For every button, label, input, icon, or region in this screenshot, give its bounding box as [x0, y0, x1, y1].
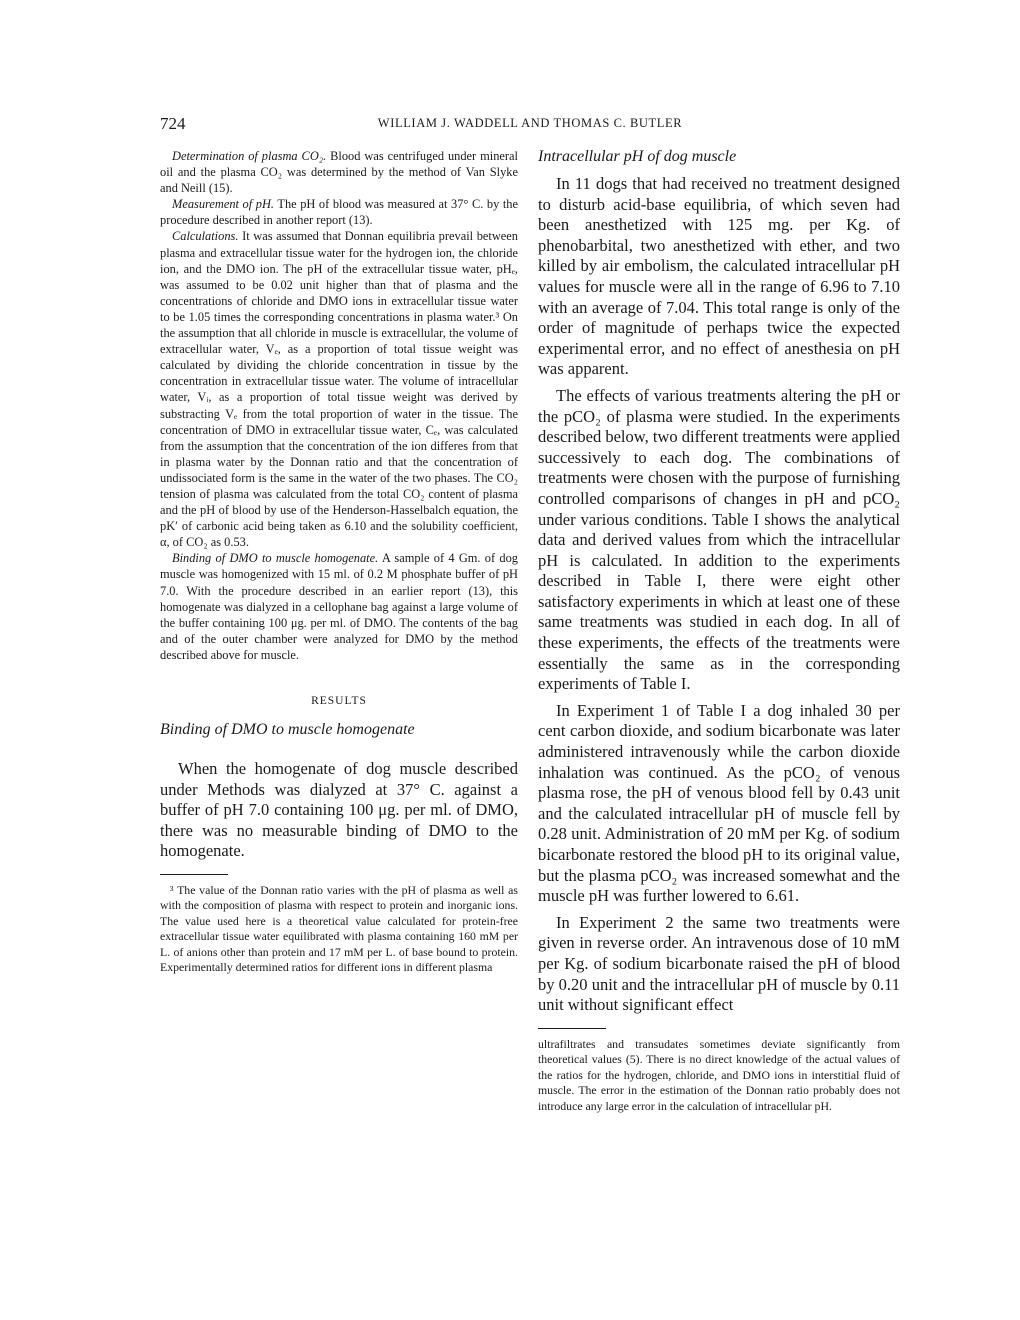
methods-calculations-paragraph: [160, 228, 518, 550]
paragraph-text: It was assumed that Donnan equilibria prevail between plasma and extracellular tissue water for the hydrogen ion, the chloride ion, and the DMO ion. The pH of the extracellular tissue water, pHₑ, was assumed to be 0.02 unit higher than that of plasma and the concentrations of chloride and DMO ions in extracellular tissue water to be 1.05 times the corresponding concentrations in plasma water.³ On the assumption that all chloride in muscle is extracellular, the volume of extracellular water, Vₑ, as a proportion of total tissue weight was calculated by dividing the chloride concentration in tissue by the concentration in extracellular tissue water. The volume of intracellular water, Vᵢ, as a proportion of total tissue weight was derived by substracting Vₑ from the total proportion of water in the tissue. The concentration of DMO in extracellular tissue water, Cₑ, was calculated from the assumption that the concentration of the ion differes from that in plasma water by the Donnan ratio and that the concentration of undissociated form is the same in the water of the two phases. The CO₂ tension of plasma was calculated from the total CO₂ content of plasma and the pH of blood by use of the Henderson-Hasselbalch equation, the pK′ of carbonic acid being taken as 6.10 and the solubility coefficient, α, of CO₂ as 0.53.: [160, 229, 518, 550]
intracellular-ph-subheading: Intracellular pH of dog muscle: [538, 148, 737, 165]
footnote-rule: [538, 1028, 606, 1029]
footnote-3: ³ The value of the Donnan ratio varies with the pH of plasma as well as with the composition of plasma with respect to protein and inorganic ions. The value used here is a theoretical value calculated for protein-free extracellular tissue water equilibrated with plasma containing 160 mM per L. of anions other than protein and 17 mM per L. of base bound to protein. Experimentally determined ratios for different ions in different plasma: [160, 882, 518, 975]
footnote-rule: [160, 874, 228, 875]
body-paragraph: The effects of various treatments altering the pH or the pCO₂ of plasma were studied. In the experiments described below, two different treatments were applied successively to each dog. The combinations of treatments were chosen with the purpose of furnishing controlled comparisons of changes in pH and pCO₂ under various conditions. Table I shows the analytical data and derived values from which the intracellular pH is calculated. In addition to the experiments described in Table I, there were eight other satisfactory experiments in which at least one of these same treatments was studied in each dog. In all of these experiments, the effects of the treatments were essentially the same as in the corresponding experiments of Table I.: [538, 385, 900, 694]
paragraph-text: The pH of blood was measured at 37° C. by the procedure described in another report (13).: [160, 197, 518, 228]
left-column: [160, 148, 518, 976]
methods-binding-paragraph: [160, 550, 518, 663]
runin-heading: Calculations.: [172, 229, 239, 244]
body-paragraph: In Experiment 2 the same two treatments were given in reverse order. An intravenous dose of 10 mM per Kg. of sodium bicarbonate raised the pH of blood by 0.20 unit and the intracellular pH of muscle by 0.11 unit without significant effect: [538, 912, 900, 1015]
right-column: [538, 148, 900, 1114]
running-head: [160, 114, 900, 138]
page-number: 724: [160, 114, 186, 133]
binding-subheading: Binding of DMO to muscle homogenate: [160, 721, 415, 738]
results-heading: RESULTS: [311, 695, 367, 707]
footnote-3-continued: ultrafiltrates and transudates sometimes deviate significantly from theoretical values (5). There is no direct knowledge of the actual values of the ratios for the hydrogen, chloride, and DMO ions in interstitial fluid of muscle. The error in the estimation of the Donnan ratio probably does not introduce any large error in the calculation of intracellular pH.: [538, 1036, 900, 1113]
runin-heading: Measurement of pH.: [172, 197, 275, 212]
paragraph-text: Blood was centrifuged under mineral oil and the plasma CO₂ was determined by the method of Van Slyke and Neill (15).: [160, 149, 518, 196]
methods-plasma-co2-paragraph: [160, 148, 518, 196]
body-paragraph: In Experiment 1 of Table I a dog inhaled 30 per cent carbon dioxide, and sodium bicarbonate was later administered intravenously while the carbon dioxide inhalation was continued. As the pCO₂ of venous plasma rose, the pH of venous blood fell by 0.43 unit and the calculated intracellular pH of muscle fell by 0.28 unit. Administration of 20 mM per Kg. of sodium bicarbonate restored the blood pH to its original value, but the plasma pCO₂ was increased somewhat and the muscle pH was further lowered to 6.61.: [538, 700, 900, 906]
binding-result-paragraph: When the homogenate of dog muscle described under Methods was dialyzed at 37° C. against a buffer of pH 7.0 containing 100 μg. per ml. of DMO, there was no measurable binding of DMO to the homogenate.: [160, 759, 518, 861]
paragraph-text: A sample of 4 Gm. of dog muscle was homogenized with 15 ml. of 0.2 M phosphate buffer of pH 7.0. With the procedure described in an earlier report (13), this homogenate was dialyzed in a cellophane bag against a large volume of the buffer containing 100 μg. per ml. of DMO. The contents of the bag and of the outer chamber were analyzed for DMO by the method described above for muscle.: [160, 551, 518, 662]
runin-heading: Binding of DMO to muscle homogenate.: [172, 551, 379, 566]
body-paragraph: In 11 dogs that had received no treatment designed to disturb acid-base equilibria, of which seven had been anesthetized with 125 mg. per Kg. of phenobarbital, two anesthetized with ether, and two killed by air embolism, the calculated intracellular pH values for muscle were all in the range of 6.96 to 7.10 with an average of 7.04. This total range is only of the order of magnitude of perhaps twice the expected experimental error, and no effect of anesthesia on pH was apparent.: [538, 174, 900, 379]
methods-ph-paragraph: [160, 196, 518, 228]
running-head-authors: WILLIAM J. WADDELL AND THOMAS C. BUTLER: [377, 116, 683, 130]
runin-heading: Determination of plasma CO₂.: [172, 149, 327, 163]
